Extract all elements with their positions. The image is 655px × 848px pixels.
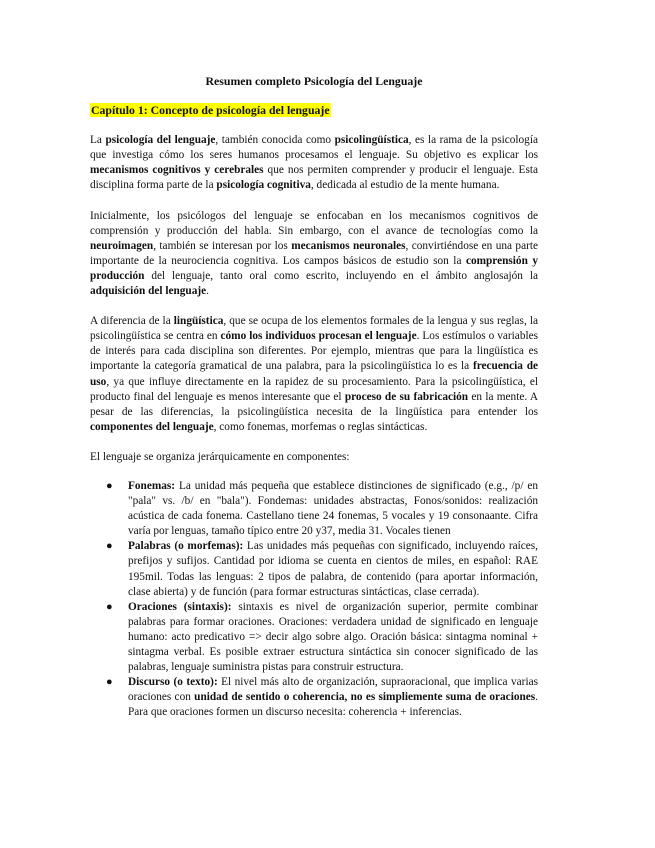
- list-item-fonemas: [106, 479, 538, 539]
- bullet-icon: ●: [106, 479, 113, 492]
- bullet-icon: ●: [106, 676, 113, 689]
- bold-text: Fonemas:: [128, 479, 176, 492]
- bold-text: proceso de su fabricación: [344, 390, 469, 403]
- paragraph-4: El lenguaje se organiza jerárquicamente en componentes:: [90, 450, 350, 463]
- document-title: Resumen completo Psicología del Lenguaje: [205, 74, 423, 88]
- chapter-heading-highlight: Capítulo 1: Concepto de psicología del lenguaje: [91, 103, 330, 118]
- bold-text: Oraciones (sintaxis):: [128, 600, 232, 613]
- document-body: [90, 74, 538, 720]
- list-item-text: Fonemas: La unidad más pequeña que establece distinciones de significado (e.g., /p/ en "pala" vs. /b/ en "bala"). Fondemas: unidades abstractas, Fonos/sonidos: realización acústica de cada fonema. Castellano tiene 24 fonemas, 5 vocales y 19 consonaante. Cifra varía por lenguas, tamaño típico entre 20 y37, media 31. Vocales tienen: [128, 479, 538, 538]
- bold-text: mecanismos cognitivos y cerebrales: [90, 164, 264, 177]
- bullet-icon: ●: [106, 600, 113, 613]
- bold-text: Discurso (o texto):: [128, 676, 218, 689]
- bold-text: psicolingüística: [334, 134, 409, 147]
- list-item-text: Oraciones (sintaxis): sintaxis es nivel de organización superior, permite combinar palabras para formar oraciones. Oraciones: verdadera unidad de significado en lenguaje humano: acto predicativo => decir algo sobre algo. Oración básica: sintagma nominal + sintagma verbal. Es posible extraer estructura sintáctica sin conocer significado de las palabras, lenguaje suministra pistas para construir estructura.: [128, 600, 539, 674]
- bold-text: mecanismos neuronales: [291, 239, 406, 252]
- bold-text: cómo los individuos procesan el lenguaje: [220, 330, 417, 343]
- bold-text: componentes del lenguaje: [90, 420, 214, 433]
- bold-text: neuroimagen: [90, 239, 154, 252]
- list-item-oraciones: [106, 600, 539, 675]
- list-item-discurso: [106, 675, 538, 720]
- paragraph-1: La psicología del lenguaje, también conocida como psicolingüística, es la rama de la psicología que investiga cómo los seres humanos procesamos el lenguaje. Su objetivo es explicar los mecanismos cognitivos y cerebrales que nos permiten comprender y producir el lenguaje. Esta disciplina forma parte de la psicología cognitiva, dedicada al estudio de la mente humana.: [90, 134, 539, 192]
- list-item-text: Discurso (o texto): El nivel más alto de organización, supraoracional, que implica varias oraciones con unidad de sentido o coherencia, no es simpliemente suma de oraciones. Para que oraciones formen un discurso necesita: coherencia + inferencias.: [128, 676, 538, 719]
- paragraph-3: A diferencia de la lingüística, que se ocupa de los elementos formales de la lengua y sus reglas, la psicolingüística se centra en cómo los individuos procesan el lenguaje. Los estímulos o variables de interés para cada disciplina son diferentes. Por ejemplo, mientras que para la lingüística es importante la categoría gramatical de una palabra, para la psicolingüística lo es la frecuencia de uso, ya que influye directamente en la rapidez de su procesamiento. Para la psicolingüística, el producto final del lenguaje es menos interesante que el proceso de su fabricación en la mente. A pesar de las diferencias, la psicolingüística necesita de la lingüística para entender los componentes del lenguaje, como fonemas, morfemas o reglas sintácticas.: [90, 315, 539, 433]
- paragraph-2: Inicialmente, los psicólogos del lenguaje se enfocaban en los mecanismos cognitivos de comprensión y producción del habla. Sin embargo, con el avance de tecnologías como la neuroimagen, también se interesan por los mecanismos neuronales, convirtiéndose en una parte importante de la neurociencia cognitiva. Los campos básicos de estudio son la comprensión y producción del lenguaje, tanto oral como escrito, incluyendo en el ámbito anglosajón la adquisición del lenguaje.: [90, 209, 538, 298]
- bold-text: frecuencia de uso: [90, 360, 538, 388]
- bold-text: comprensión y producción: [90, 254, 538, 282]
- bold-text: adquisición del lenguaje: [90, 285, 207, 298]
- bullet-icon: ●: [106, 540, 113, 553]
- bold-text: lingüística: [173, 315, 224, 328]
- bold-text: psicología del lenguaje: [105, 134, 216, 147]
- list-item-palabras: [106, 539, 538, 599]
- bold-text: unidad de sentido o coherencia, no es simpliemente suma de oraciones: [194, 691, 536, 704]
- bold-text: psicología cognitiva: [216, 179, 311, 192]
- list-item-text: Palabras (o morfemas): Las unidades más pequeñas con significado, incluyendo raíces, prefijos y sufijos. Cantidad por idioma se cuenta en cientos de miles, en español: RAE 195mil. Todas las lenguas: 2 tipos de palabra, de contenido (para aportar información, clase abierta) y de función (para formar estructuras sintácticas, clase cerrada).: [128, 540, 538, 598]
- bold-text: Palabras (o morfemas):: [128, 540, 244, 553]
- chapter-heading: [90, 103, 538, 119]
- components-list: [90, 479, 538, 721]
